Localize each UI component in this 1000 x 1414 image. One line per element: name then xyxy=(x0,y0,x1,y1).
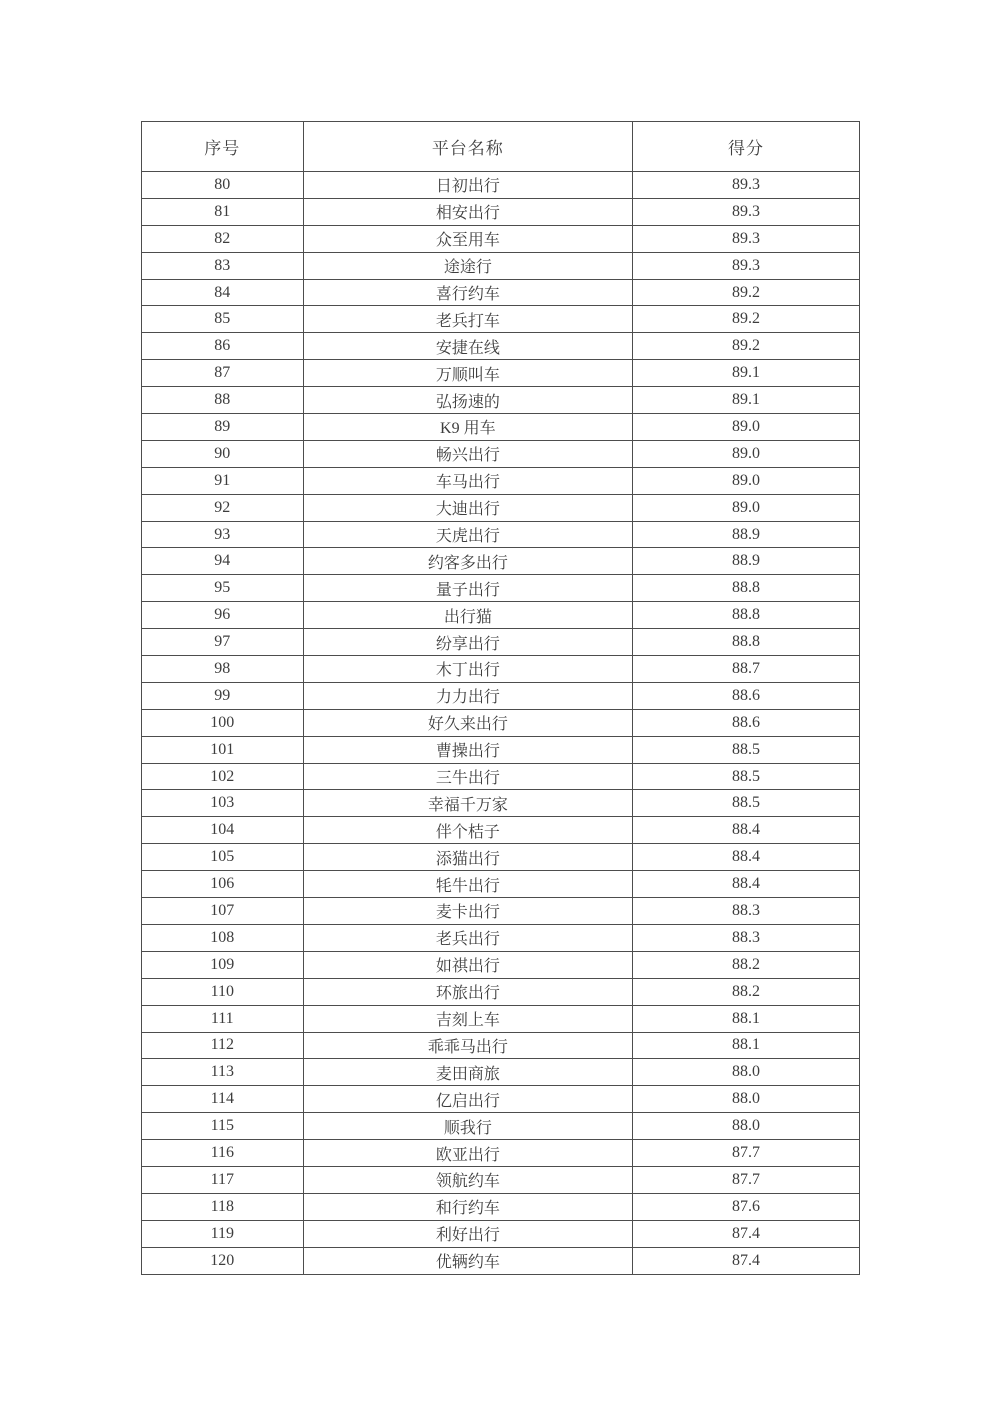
platform-name-cell: 天虎出行 xyxy=(303,521,633,548)
platform-name-cell: 好久来出行 xyxy=(303,709,633,736)
platform-name-cell: 如祺出行 xyxy=(303,951,633,978)
platform-name-cell: 伴个桔子 xyxy=(303,817,633,844)
platform-name-cell: K9 用车 xyxy=(303,414,633,441)
table-row xyxy=(142,790,860,817)
table-row xyxy=(142,1032,860,1059)
score-cell: 89.0 xyxy=(633,494,860,521)
table-row xyxy=(142,817,860,844)
score-cell: 88.7 xyxy=(633,656,860,683)
score-cell: 88.8 xyxy=(633,575,860,602)
row-number-cell: 99 xyxy=(142,682,304,709)
row-number-cell: 89 xyxy=(142,414,304,441)
row-number-cell: 108 xyxy=(142,924,304,951)
platform-name-cell: 领航约车 xyxy=(303,1166,633,1193)
table-row xyxy=(142,763,860,790)
header-score: 得分 xyxy=(633,122,860,172)
platform-name-cell: 喜行约车 xyxy=(303,279,633,306)
table-row xyxy=(142,225,860,252)
platform-name-cell: 万顺叫车 xyxy=(303,360,633,387)
table-row xyxy=(142,1220,860,1247)
header-platform-name: 平台名称 xyxy=(303,122,633,172)
platform-name-cell: 优辆约车 xyxy=(303,1247,633,1274)
row-number-cell: 91 xyxy=(142,467,304,494)
table-row xyxy=(142,333,860,360)
table-row xyxy=(142,440,860,467)
table-row xyxy=(142,871,860,898)
platform-name-cell: 量子出行 xyxy=(303,575,633,602)
score-cell: 89.1 xyxy=(633,360,860,387)
row-number-cell: 120 xyxy=(142,1247,304,1274)
platform-score-table xyxy=(141,121,860,1275)
row-number-cell: 114 xyxy=(142,1086,304,1113)
row-number-cell: 86 xyxy=(142,333,304,360)
score-cell: 87.7 xyxy=(633,1140,860,1167)
score-cell: 89.3 xyxy=(633,172,860,199)
score-cell: 89.3 xyxy=(633,198,860,225)
row-number-cell: 111 xyxy=(142,1005,304,1032)
table-row xyxy=(142,494,860,521)
table-row xyxy=(142,306,860,333)
score-cell: 88.8 xyxy=(633,629,860,656)
row-number-cell: 104 xyxy=(142,817,304,844)
table-row xyxy=(142,1059,860,1086)
row-number-cell: 116 xyxy=(142,1140,304,1167)
row-number-cell: 83 xyxy=(142,252,304,279)
platform-name-cell: 顺我行 xyxy=(303,1113,633,1140)
row-number-cell: 81 xyxy=(142,198,304,225)
row-number-cell: 107 xyxy=(142,898,304,925)
score-cell: 89.0 xyxy=(633,467,860,494)
row-number-cell: 93 xyxy=(142,521,304,548)
score-cell: 88.1 xyxy=(633,1032,860,1059)
score-cell: 88.4 xyxy=(633,844,860,871)
table-header-row xyxy=(142,122,860,172)
table-row xyxy=(142,198,860,225)
table-row xyxy=(142,360,860,387)
table-row xyxy=(142,575,860,602)
platform-name-cell: 麦卡出行 xyxy=(303,898,633,925)
platform-name-cell: 老兵出行 xyxy=(303,924,633,951)
table-row xyxy=(142,1086,860,1113)
table-row xyxy=(142,1113,860,1140)
table-row xyxy=(142,951,860,978)
score-cell: 87.4 xyxy=(633,1220,860,1247)
platform-name-cell: 利好出行 xyxy=(303,1220,633,1247)
platform-name-cell: 曹操出行 xyxy=(303,736,633,763)
score-cell: 88.6 xyxy=(633,682,860,709)
score-cell: 89.1 xyxy=(633,387,860,414)
score-cell: 89.3 xyxy=(633,252,860,279)
row-number-cell: 90 xyxy=(142,440,304,467)
row-number-cell: 109 xyxy=(142,951,304,978)
platform-name-cell: 乖乖马出行 xyxy=(303,1032,633,1059)
table-row xyxy=(142,898,860,925)
row-number-cell: 97 xyxy=(142,629,304,656)
platform-name-cell: 环旅出行 xyxy=(303,978,633,1005)
row-number-cell: 85 xyxy=(142,306,304,333)
platform-name-cell: 和行约车 xyxy=(303,1193,633,1220)
table-row xyxy=(142,467,860,494)
row-number-cell: 115 xyxy=(142,1113,304,1140)
table-row xyxy=(142,924,860,951)
table-row xyxy=(142,279,860,306)
platform-name-cell: 三牛出行 xyxy=(303,763,633,790)
table-row xyxy=(142,682,860,709)
score-cell: 89.3 xyxy=(633,225,860,252)
table-row xyxy=(142,709,860,736)
platform-name-cell: 弘扬速的 xyxy=(303,387,633,414)
platform-name-cell: 添猫出行 xyxy=(303,844,633,871)
table-row xyxy=(142,548,860,575)
table-row xyxy=(142,414,860,441)
row-number-cell: 117 xyxy=(142,1166,304,1193)
row-number-cell: 118 xyxy=(142,1193,304,1220)
score-cell: 88.8 xyxy=(633,602,860,629)
platform-name-cell: 安捷在线 xyxy=(303,333,633,360)
table-row xyxy=(142,1247,860,1274)
score-cell: 88.1 xyxy=(633,1005,860,1032)
score-cell: 88.5 xyxy=(633,763,860,790)
platform-name-cell: 牦牛出行 xyxy=(303,871,633,898)
platform-name-cell: 力力出行 xyxy=(303,682,633,709)
table-header xyxy=(142,122,860,172)
platform-name-cell: 幸福千万家 xyxy=(303,790,633,817)
row-number-cell: 92 xyxy=(142,494,304,521)
platform-name-cell: 木丁出行 xyxy=(303,656,633,683)
platform-name-cell: 相安出行 xyxy=(303,198,633,225)
score-cell: 87.4 xyxy=(633,1247,860,1274)
platform-name-cell: 老兵打车 xyxy=(303,306,633,333)
row-number-cell: 105 xyxy=(142,844,304,871)
score-cell: 88.9 xyxy=(633,548,860,575)
platform-name-cell: 畅兴出行 xyxy=(303,440,633,467)
row-number-cell: 84 xyxy=(142,279,304,306)
platform-name-cell: 大迪出行 xyxy=(303,494,633,521)
row-number-cell: 110 xyxy=(142,978,304,1005)
table-row xyxy=(142,1193,860,1220)
score-cell: 88.0 xyxy=(633,1059,860,1086)
score-cell: 88.4 xyxy=(633,817,860,844)
score-cell: 88.5 xyxy=(633,790,860,817)
score-cell: 88.3 xyxy=(633,898,860,925)
score-cell: 88.5 xyxy=(633,736,860,763)
table-row xyxy=(142,1140,860,1167)
platform-name-cell: 麦田商旅 xyxy=(303,1059,633,1086)
row-number-cell: 87 xyxy=(142,360,304,387)
table-row xyxy=(142,629,860,656)
platform-name-cell: 吉刻上车 xyxy=(303,1005,633,1032)
table-row xyxy=(142,172,860,199)
table-row xyxy=(142,521,860,548)
score-cell: 89.2 xyxy=(633,306,860,333)
platform-name-cell: 约客多出行 xyxy=(303,548,633,575)
row-number-cell: 119 xyxy=(142,1220,304,1247)
platform-name-cell: 日初出行 xyxy=(303,172,633,199)
score-cell: 88.0 xyxy=(633,1113,860,1140)
platform-name-cell: 纷享出行 xyxy=(303,629,633,656)
score-cell: 87.6 xyxy=(633,1193,860,1220)
row-number-cell: 102 xyxy=(142,763,304,790)
table-row xyxy=(142,252,860,279)
row-number-cell: 106 xyxy=(142,871,304,898)
header-serial-number: 序号 xyxy=(142,122,304,172)
score-cell: 88.2 xyxy=(633,951,860,978)
table-row xyxy=(142,978,860,1005)
row-number-cell: 95 xyxy=(142,575,304,602)
row-number-cell: 94 xyxy=(142,548,304,575)
row-number-cell: 96 xyxy=(142,602,304,629)
row-number-cell: 113 xyxy=(142,1059,304,1086)
score-cell: 88.3 xyxy=(633,924,860,951)
row-number-cell: 100 xyxy=(142,709,304,736)
score-cell: 89.0 xyxy=(633,414,860,441)
table-row xyxy=(142,844,860,871)
score-cell: 88.0 xyxy=(633,1086,860,1113)
platform-name-cell: 欧亚出行 xyxy=(303,1140,633,1167)
score-cell: 87.7 xyxy=(633,1166,860,1193)
table-row xyxy=(142,602,860,629)
score-cell: 88.2 xyxy=(633,978,860,1005)
score-cell: 88.6 xyxy=(633,709,860,736)
platform-name-cell: 亿启出行 xyxy=(303,1086,633,1113)
score-cell: 89.0 xyxy=(633,440,860,467)
score-cell: 89.2 xyxy=(633,279,860,306)
table-row xyxy=(142,656,860,683)
table-row xyxy=(142,736,860,763)
row-number-cell: 101 xyxy=(142,736,304,763)
row-number-cell: 103 xyxy=(142,790,304,817)
platform-name-cell: 众至用车 xyxy=(303,225,633,252)
row-number-cell: 80 xyxy=(142,172,304,199)
row-number-cell: 98 xyxy=(142,656,304,683)
row-number-cell: 82 xyxy=(142,225,304,252)
table-row xyxy=(142,387,860,414)
table-body xyxy=(142,172,860,1275)
platform-name-cell: 车马出行 xyxy=(303,467,633,494)
score-cell: 88.4 xyxy=(633,871,860,898)
score-cell: 89.2 xyxy=(633,333,860,360)
row-number-cell: 88 xyxy=(142,387,304,414)
platform-name-cell: 途途行 xyxy=(303,252,633,279)
table-row xyxy=(142,1166,860,1193)
row-number-cell: 112 xyxy=(142,1032,304,1059)
table-row xyxy=(142,1005,860,1032)
score-cell: 88.9 xyxy=(633,521,860,548)
platform-name-cell: 出行猫 xyxy=(303,602,633,629)
